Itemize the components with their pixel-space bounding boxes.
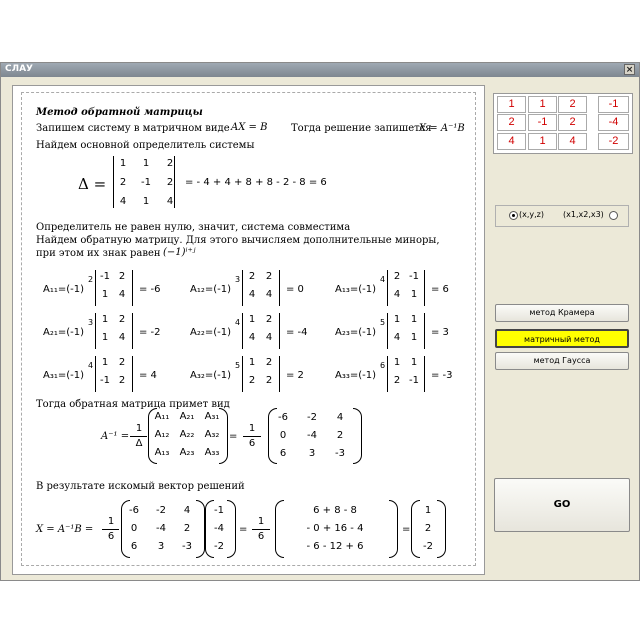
solution-x-cell: 1 — [424, 505, 432, 516]
minor-cell: 2 — [118, 357, 126, 368]
coefficient-cell[interactable]: -2 — [598, 133, 629, 150]
minor-cell: 1 — [101, 289, 109, 300]
minor-power: 2 — [88, 275, 94, 284]
minor-result: = -3 — [431, 370, 453, 381]
minor-cell: 2 — [393, 271, 401, 282]
adj-cell: A₂₃ — [179, 447, 195, 458]
radio-xyz-label: (x,y,z) — [519, 210, 544, 219]
minor-power: 4 — [88, 361, 94, 370]
inverse-lhs: A⁻¹ = — [101, 431, 130, 442]
minor-result: = -4 — [286, 327, 308, 338]
solution-eq: = — [239, 524, 248, 535]
coefficient-cell[interactable]: -4 — [598, 114, 629, 131]
minor-cell: 2 — [265, 271, 273, 282]
solution-b-right-paren — [227, 500, 236, 558]
minor-label: A₃₃=(-1) — [335, 370, 377, 381]
minor-cell: 2 — [265, 357, 273, 368]
minor-power: 6 — [380, 361, 386, 370]
adj-cell: A₂₁ — [179, 411, 195, 422]
det-cell: -1 — [141, 177, 151, 188]
radio-x1x2x3-label: (x1,x2,x3) — [563, 210, 604, 219]
minor-cell: -1 — [409, 375, 419, 386]
solution-lhs: X = A⁻¹B = — [36, 524, 94, 535]
minor-right-bar — [424, 313, 425, 349]
minor-power: 5 — [380, 318, 386, 327]
radio-x1x2x3[interactable] — [609, 211, 618, 220]
minor-cell: 1 — [101, 357, 109, 368]
coefficient-cell[interactable]: 4 — [497, 133, 526, 150]
solution-expr-right-paren — [389, 500, 398, 558]
gauss-method-button[interactable]: метод Гаусса — [495, 352, 629, 370]
solution-inv-cell: -2 — [156, 505, 166, 516]
minor-right-bar — [132, 270, 133, 306]
inverse-cell: 4 — [336, 412, 344, 423]
fraction-denominator: Δ — [135, 438, 143, 449]
output-frame — [21, 92, 476, 566]
solution-inv-cell: 2 — [183, 523, 191, 534]
minors-intro: Найдем обратную матрицу. Для этого вычисляем дополнительные миноры, — [36, 235, 440, 246]
inverse-cell: 6 — [279, 448, 287, 459]
fraction-denominator: 6 — [248, 438, 256, 449]
minor-label: A₁₁=(-1) — [43, 284, 85, 295]
minor-left-bar — [242, 313, 243, 349]
coefficient-cell[interactable]: 1 — [497, 96, 526, 113]
minor-left-bar — [242, 270, 243, 306]
solution-expr-cell: 6 + 8 - 8 — [313, 505, 357, 516]
adj-cell: A₃₃ — [204, 447, 220, 458]
delta-symbol: Δ = — [78, 175, 107, 193]
det-cell: 1 — [142, 196, 150, 207]
minor-left-bar — [387, 270, 388, 306]
inverse-cell: 2 — [336, 430, 344, 441]
det-cell: 1 — [119, 158, 127, 169]
minor-cell: 4 — [248, 289, 256, 300]
minor-cell: 1 — [393, 357, 401, 368]
minor-label: A₃₁=(-1) — [43, 370, 85, 381]
fraction-numerator: 1 — [135, 423, 143, 434]
inverse-cell: -3 — [335, 448, 345, 459]
output-panel — [12, 85, 485, 575]
minor-cell: 1 — [410, 357, 418, 368]
coefficient-cell[interactable]: 2 — [558, 96, 587, 113]
minor-label: A₃₂=(-1) — [190, 370, 232, 381]
determinant-left-bar — [113, 156, 114, 208]
minor-power: 3 — [88, 318, 94, 327]
inverse-cell: 0 — [279, 430, 287, 441]
solution-inv-cell: 4 — [183, 505, 191, 516]
minor-cell: 1 — [101, 314, 109, 325]
minor-cell: 4 — [118, 332, 126, 343]
adj-cell: A₁₂ — [154, 429, 170, 440]
fraction-numerator: 1 — [257, 516, 265, 527]
adj-cell: A₃₁ — [204, 411, 220, 422]
equation-solution: X = A⁻¹B — [419, 123, 465, 134]
solution-intro: В результате искомый вектор решений — [36, 481, 245, 492]
minor-right-bar — [424, 356, 425, 392]
coefficient-cell[interactable]: -1 — [598, 96, 629, 113]
minor-result: = 0 — [286, 284, 304, 295]
adj-cell: A₁₃ — [154, 447, 170, 458]
adj-cell: A₁₁ — [154, 411, 170, 422]
minor-result: = -2 — [139, 327, 161, 338]
adj-cell: A₂₂ — [179, 429, 195, 440]
minor-right-bar — [132, 356, 133, 392]
minor-label: A₂₂=(-1) — [190, 327, 232, 338]
minor-right-bar — [279, 356, 280, 392]
solution-x-cell: -2 — [423, 541, 433, 552]
intro-line: Запишем систему в матричном виде — [36, 123, 230, 134]
fraction-line — [130, 436, 147, 437]
solution-inv-cell: -6 — [129, 505, 139, 516]
solution-eq2: = — [402, 524, 411, 535]
minor-cell: -1 — [100, 271, 110, 282]
matrix-method-button[interactable]: матричный метод — [495, 329, 629, 348]
solution-x-right-paren — [437, 500, 446, 558]
close-button[interactable]: × — [625, 65, 634, 75]
minor-cell: 4 — [393, 289, 401, 300]
minor-cell: 4 — [265, 332, 273, 343]
minor-cell: 1 — [248, 357, 256, 368]
minor-cell: 2 — [118, 314, 126, 325]
minor-cell: 2 — [118, 271, 126, 282]
minor-label: A₂₁=(-1) — [43, 327, 85, 338]
solution-x-cell: 2 — [424, 523, 432, 534]
minor-cell: 2 — [118, 375, 126, 386]
minor-cell: -1 — [409, 271, 419, 282]
intro-line-b: Тогда решение запишется — [291, 123, 432, 134]
fraction-line — [102, 529, 119, 530]
fraction-numerator: 1 — [107, 516, 115, 527]
adj-cell: A₃₂ — [204, 429, 220, 440]
solution-inv-cell: 0 — [130, 523, 138, 534]
solution-b-cell: -1 — [214, 505, 224, 516]
solution-x-left-paren — [411, 500, 420, 558]
fraction-line — [252, 529, 270, 530]
minor-cell: 1 — [248, 314, 256, 325]
minor-cell: 1 — [101, 332, 109, 343]
radio-dot — [512, 214, 515, 217]
solution-b-cell: -4 — [214, 523, 224, 534]
minor-cell: 2 — [265, 375, 273, 386]
solution-inv-cell: -4 — [156, 523, 166, 534]
inverse-right-paren — [353, 408, 362, 464]
minor-result: = 4 — [139, 370, 157, 381]
solution-inv-cell: 6 — [130, 541, 138, 552]
coefficient-cell[interactable]: 2 — [558, 114, 587, 131]
minor-cell: 2 — [248, 271, 256, 282]
inverse-eq: = — [229, 431, 238, 442]
det-cell: 4 — [166, 196, 174, 207]
solution-inv-right-paren — [196, 500, 205, 558]
heading: Метод обратной матрицы — [36, 107, 203, 118]
minor-cell: 4 — [393, 332, 401, 343]
cramer-method-button[interactable]: метод Крамера — [495, 304, 629, 322]
solution-expr-cell: - 0 + 16 - 4 — [306, 523, 364, 534]
minor-result: = -6 — [139, 284, 161, 295]
det-cell: 2 — [166, 177, 174, 188]
minor-left-bar — [95, 270, 96, 306]
det-cell: 2 — [166, 158, 174, 169]
determinant-result: = - 4 + 4 + 8 + 8 - 2 - 8 = 6 — [185, 177, 327, 188]
fraction-line — [243, 436, 261, 437]
minor-label: A₁₂=(-1) — [190, 284, 232, 295]
minor-right-bar — [424, 270, 425, 306]
minor-right-bar — [132, 313, 133, 349]
minor-cell: 4 — [118, 289, 126, 300]
inverse-cell: -4 — [307, 430, 317, 441]
minor-cell: 2 — [265, 314, 273, 325]
inverse-cell: -2 — [307, 412, 317, 423]
minor-cell: 1 — [410, 289, 418, 300]
minor-cell: 4 — [265, 289, 273, 300]
minor-label: A₁₃=(-1) — [335, 284, 377, 295]
minor-left-bar — [387, 313, 388, 349]
minor-right-bar — [279, 270, 280, 306]
coefficient-cell[interactable]: 2 — [497, 114, 526, 131]
minor-left-bar — [242, 356, 243, 392]
minor-left-bar — [95, 313, 96, 349]
equation-axb: AX = B — [231, 122, 268, 133]
minor-cell: 1 — [393, 314, 401, 325]
minor-result: = 3 — [431, 327, 449, 338]
minor-left-bar — [95, 356, 96, 392]
minor-cell: 1 — [410, 314, 418, 325]
coefficient-cell[interactable]: 1 — [528, 133, 557, 150]
inverse-cell: 3 — [308, 448, 316, 459]
radio-xyz[interactable] — [509, 211, 518, 220]
minor-cell: 2 — [393, 375, 401, 386]
fraction-denominator: 6 — [257, 531, 265, 542]
det-cell: 1 — [142, 158, 150, 169]
det-cell: 4 — [119, 196, 127, 207]
sign-expression: (−1)ⁱ⁺ʲ — [163, 247, 196, 258]
det-cell: 2 — [119, 177, 127, 188]
fraction-denominator: 6 — [107, 531, 115, 542]
minor-cell: 2 — [248, 375, 256, 386]
solution-expr-cell: - 6 - 12 + 6 — [306, 541, 364, 552]
minor-cell: 4 — [248, 332, 256, 343]
minor-power: 5 — [235, 361, 241, 370]
minor-result: = 6 — [431, 284, 449, 295]
minor-label: A₂₃=(-1) — [335, 327, 377, 338]
inverse-intro: Тогда обратная матрица примет вид — [36, 399, 230, 410]
minor-left-bar — [387, 356, 388, 392]
minor-cell: 1 — [410, 332, 418, 343]
consistency-line: Определитель не равен нулю, значит, система совместима — [36, 222, 351, 233]
coefficient-cell[interactable]: -1 — [528, 114, 557, 131]
coefficient-cell[interactable]: 1 — [528, 96, 557, 113]
app-window — [0, 62, 640, 581]
minor-power: 3 — [235, 275, 241, 284]
fraction-numerator: 1 — [248, 423, 256, 434]
minor-result: = 2 — [286, 370, 304, 381]
minor-power: 4 — [380, 275, 386, 284]
inverse-cell: -6 — [278, 412, 288, 423]
title-bar — [1, 63, 639, 77]
sign-line: при этом их знак равен — [36, 248, 161, 259]
coefficient-cell[interactable]: 4 — [558, 133, 587, 150]
minor-power: 4 — [235, 318, 241, 327]
go-button[interactable]: GO — [494, 478, 630, 532]
minor-right-bar — [279, 313, 280, 349]
solution-b-cell: -2 — [214, 541, 224, 552]
determinant-intro: Найдем основной определитель системы — [36, 140, 255, 151]
minor-cell: -1 — [100, 375, 110, 386]
solution-inv-cell: -3 — [182, 541, 192, 552]
window-title: СЛАУ — [5, 64, 33, 74]
solution-inv-cell: 3 — [157, 541, 165, 552]
